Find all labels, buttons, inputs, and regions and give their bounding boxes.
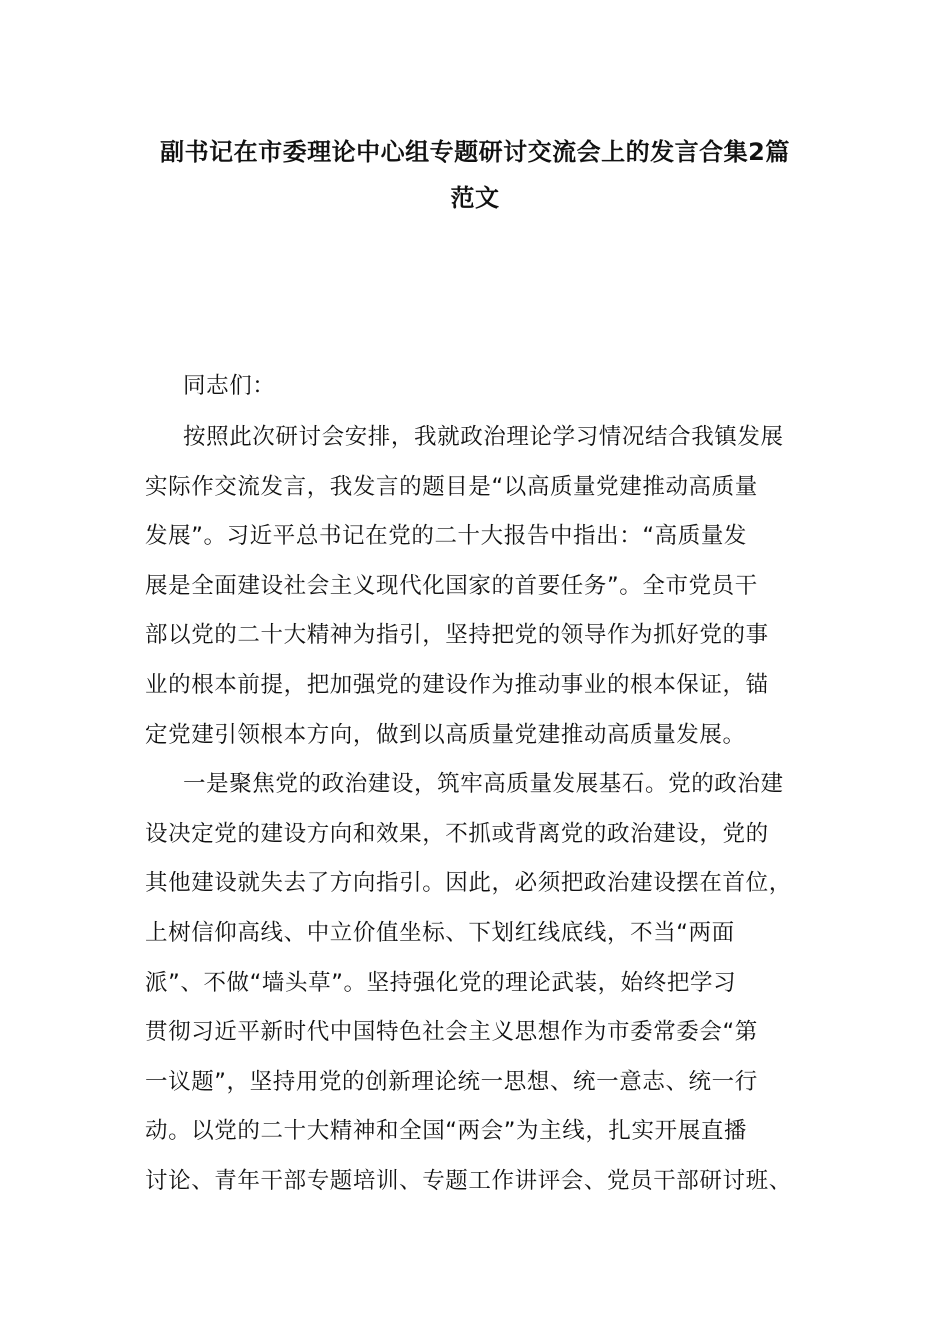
paragraph-line: 发展”。习近平总书记在党的二十大报告中指出：“高质量发 — [145, 523, 748, 549]
paragraph-line: 业的根本前提，把加强党的建设作为推动事业的根本保证，锚 — [145, 672, 769, 698]
paragraph-line: 动。以党的二十大精神和全国“两会”为主线，扎实开展直播 — [145, 1118, 748, 1144]
paragraph-line: 一议题”，坚持用党的创新理论统一思想、统一意志、统一行 — [145, 1069, 758, 1095]
paragraph-line: 其他建设就失去了方向指引。因此，必须把政治建设摆在首位， — [145, 870, 792, 896]
document-title-line-1: 副书记在市委理论中心组专题研讨交流会上的发言合集2篇 — [160, 138, 790, 166]
paragraph-line: 贯彻习近平新时代中国特色社会主义思想作为市委常委会“第 — [145, 1019, 758, 1045]
paragraph-line: 定党建引领根本方向，做到以高质量党建推动高质量发展。 — [145, 722, 746, 748]
paragraph-line: 设决定党的建设方向和效果，不抓或背离党的政治建设，党的 — [145, 821, 769, 847]
paragraph-line: 展是全面建设社会主义现代化国家的首要任务”。全市党员干 — [145, 573, 758, 599]
document-title-line-2: 范文 — [450, 184, 500, 212]
paragraph-line: 上树信仰高线、中立价值坐标、下划红线底线，不当“两面 — [145, 920, 735, 946]
paragraph-line: 一是聚焦党的政治建设，筑牢高质量发展基石。党的政治建 — [183, 771, 784, 797]
paragraph-line: 讨论、青年干部专题培训、专题工作讲评会、党员干部研讨班、 — [145, 1168, 792, 1194]
paragraph-line: 派”、不做“墙头草”。坚持强化党的理论武装，始终把学习 — [145, 970, 737, 996]
paragraph-line: 部以党的二十大精神为指引，坚持把党的领导作为抓好党的事 — [145, 622, 769, 648]
paragraph-line: 实际作交流发言，我发言的题目是“以高质量党建推动高质量 — [145, 474, 758, 500]
salutation: 同志们： — [183, 373, 276, 399]
paragraph-line: 按照此次研讨会安排，我就政治理论学习情况结合我镇发展 — [183, 424, 784, 450]
